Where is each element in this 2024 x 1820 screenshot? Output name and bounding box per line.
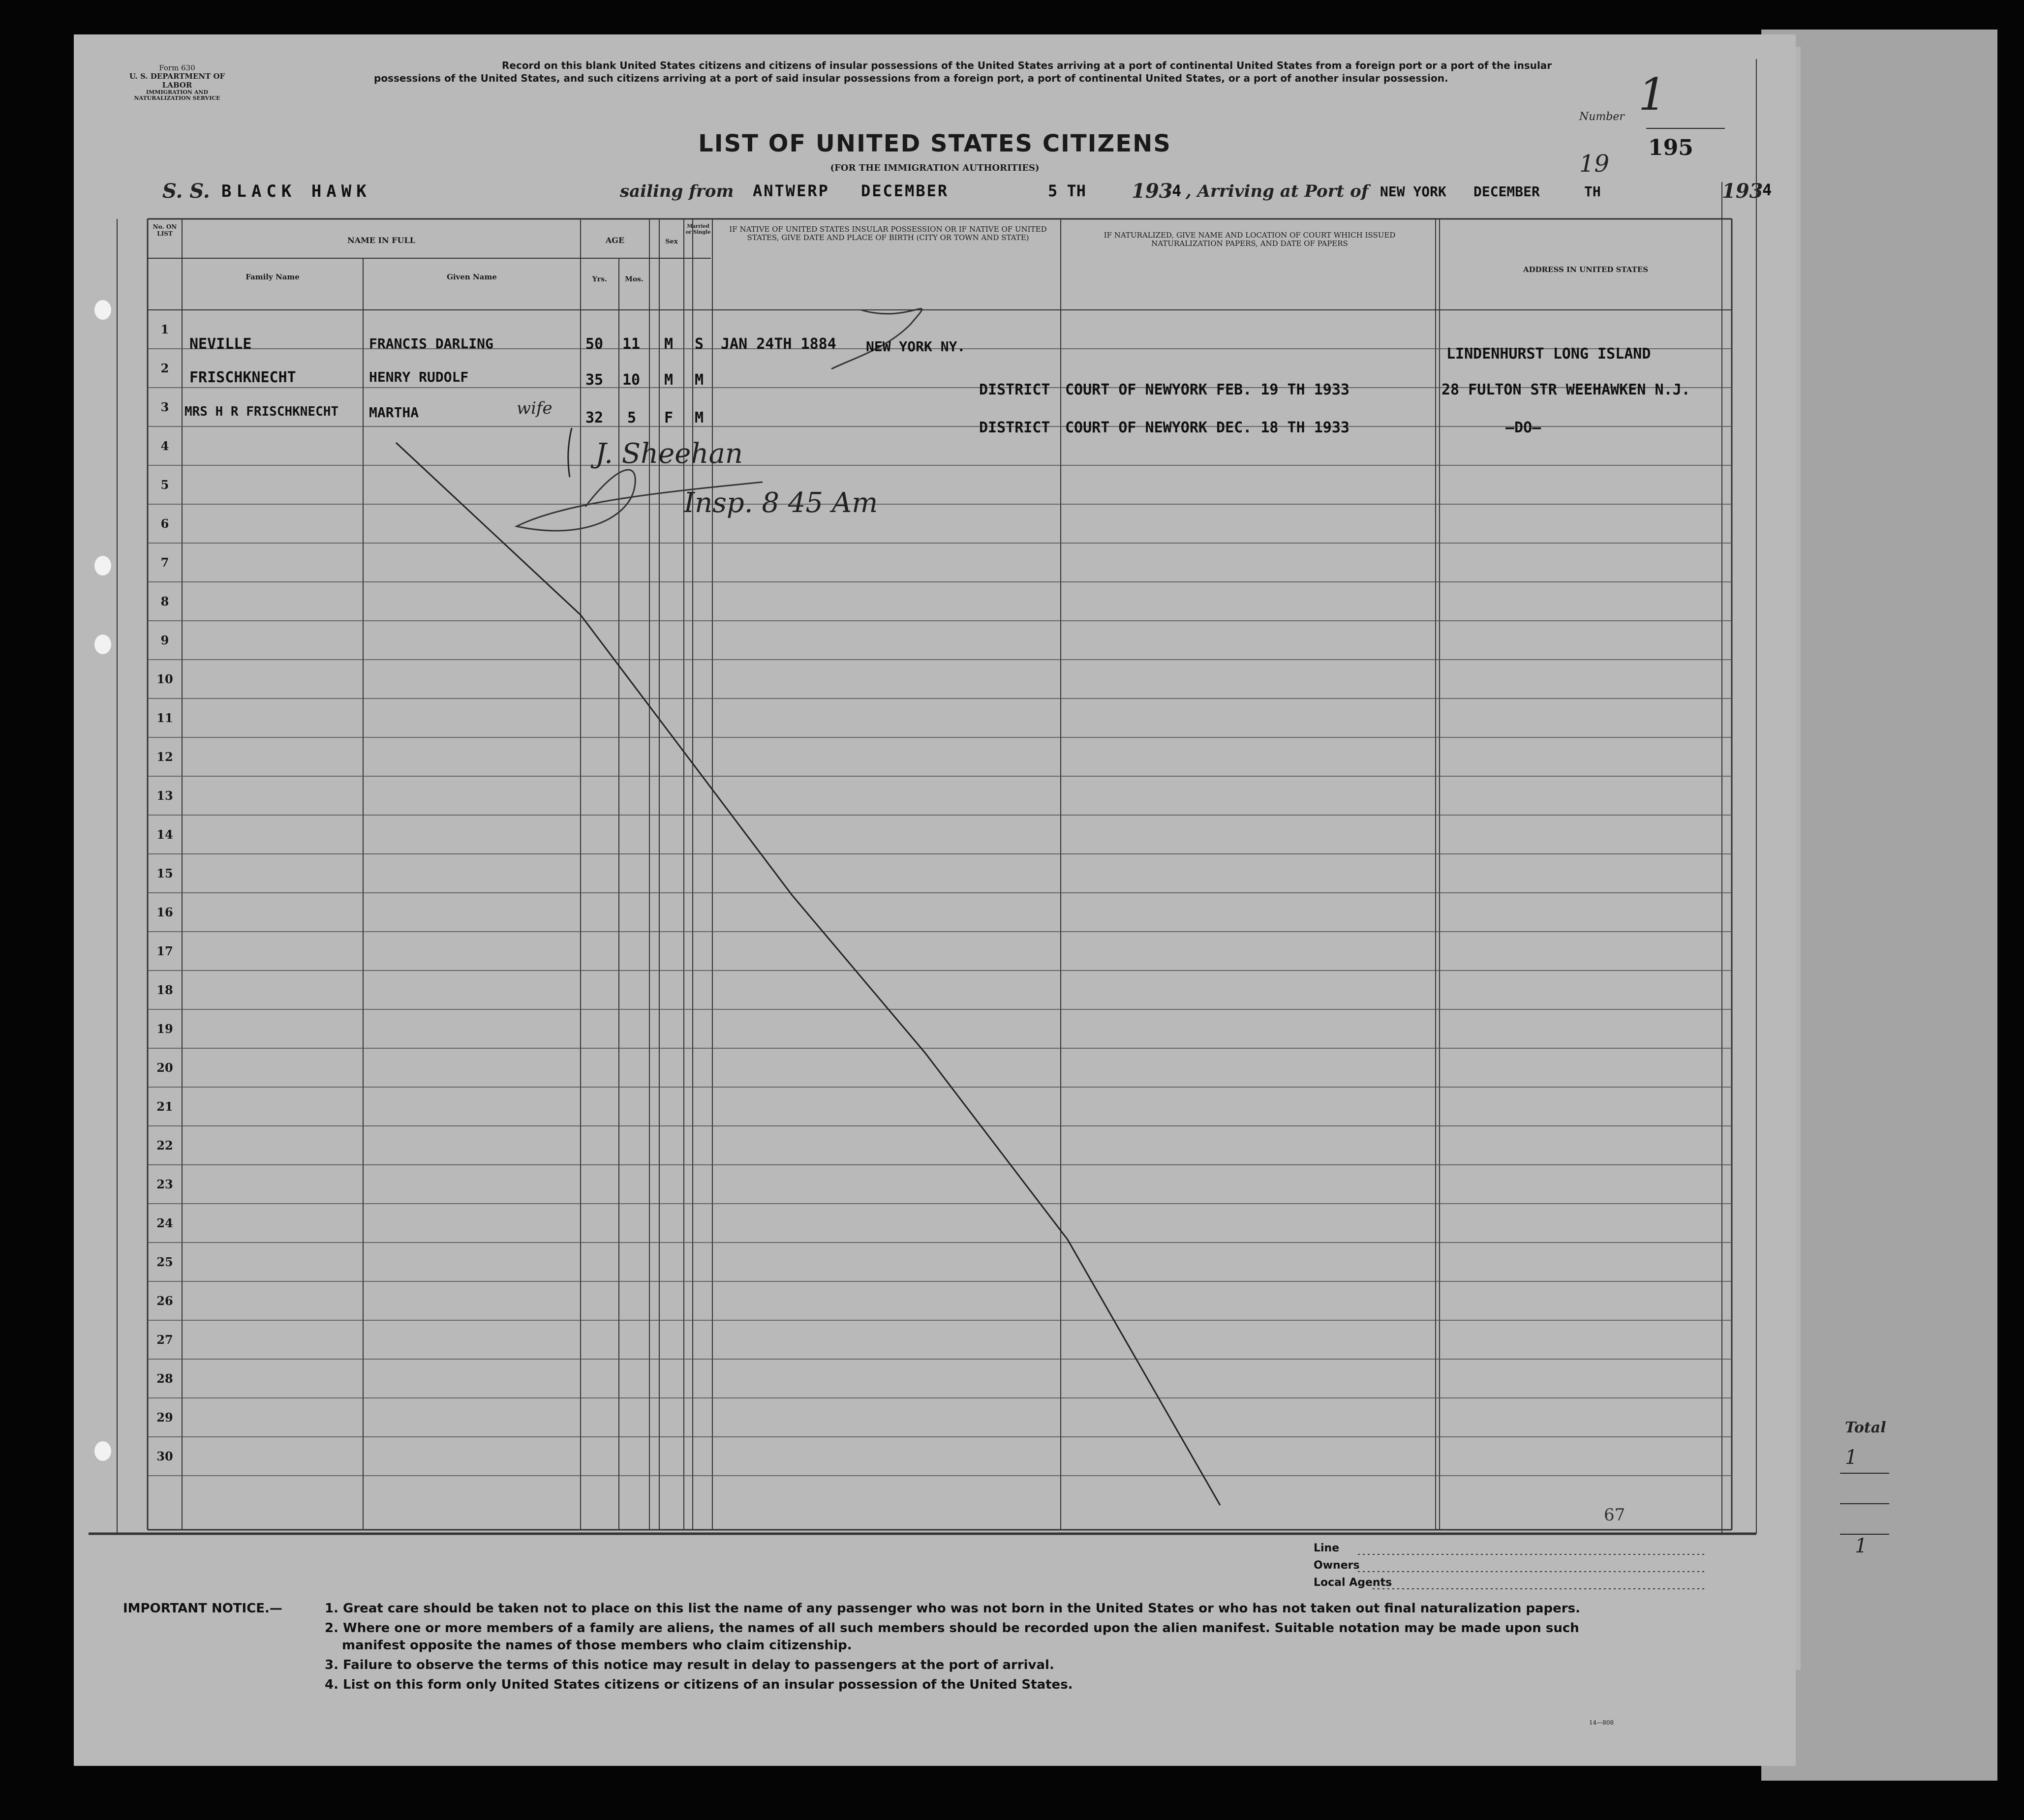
arrival-year: 4: [1762, 181, 1772, 199]
passenger-birth-date: JAN 24TH 1884: [721, 335, 836, 353]
passenger-age-years: 32: [585, 409, 604, 426]
notice-1: 1. Great care should be taken not to place on this list the name of any passenger who was not born in the United States or who has not taken out final naturalization papers.: [325, 1601, 1580, 1616]
wife-note: wife: [517, 398, 552, 418]
row-number: 1: [160, 322, 169, 336]
passenger-naturalization-court: COURT OF NEWYORK FEB. 19 TH 1933: [1065, 381, 1349, 398]
col-address: ADDRESS IN UNITED STATES: [1523, 265, 1649, 274]
col-name-in-full: NAME IN FULL: [347, 236, 415, 245]
col-family-name: Family Name: [245, 273, 300, 281]
passenger-birth-place: NEW YORK NY.: [866, 338, 966, 355]
row-number: 10: [156, 672, 173, 686]
arrival-port: NEW YORK: [1380, 183, 1446, 200]
sailing-label: sailing from: [620, 182, 734, 201]
col-age: AGE: [605, 236, 625, 245]
departure-year-prefix: 193: [1132, 180, 1173, 203]
arrival-day-suffix: TH: [1584, 183, 1601, 200]
row-number: 4: [160, 439, 169, 453]
row-number: 30: [156, 1449, 173, 1463]
departure-month: DECEMBER: [861, 182, 949, 200]
from-port: ANTWERP: [753, 182, 829, 200]
passenger-sex: M: [664, 335, 674, 353]
manifest-sheet: [74, 34, 1796, 1766]
col-married-single: Married or Single: [685, 224, 711, 235]
passenger-address: 28 FULTON STR WEEHAWKEN N.J.: [1441, 381, 1690, 398]
passenger-address: —DO—: [1505, 419, 1541, 436]
arrival-year-prefix: 193: [1722, 180, 1763, 203]
row-number: 15: [156, 866, 173, 880]
departure-day: 5 TH: [1048, 182, 1086, 200]
row-number: 11: [156, 711, 173, 725]
row-number: 28: [156, 1371, 173, 1386]
col-given-name: Given Name: [447, 273, 497, 281]
inspector-signature: J. Sheehan: [595, 438, 743, 470]
row-number: 2: [160, 361, 169, 375]
page-subtitle: (FOR THE IMMIGRATION AUTHORITIES): [830, 163, 1040, 173]
passenger-given-name: FRANCIS DARLING: [369, 335, 493, 352]
row-number: 20: [156, 1061, 173, 1075]
passenger-sex: F: [664, 409, 674, 426]
form-number: Form 630: [159, 63, 195, 72]
passenger-marital-status: M: [695, 371, 704, 389]
passenger-naturalization-district: DISTRICT: [979, 419, 1050, 436]
arrival-day-handwritten: 19: [1579, 150, 1610, 178]
notice-2-continued: manifest opposite the names of those members who claim citizenship.: [342, 1638, 852, 1653]
row-number: 16: [156, 905, 173, 919]
inspector-note: Insp. 8 45 Am: [684, 487, 878, 519]
col-yrs: Yrs.: [592, 275, 608, 283]
passenger-naturalization-district: DISTRICT: [979, 381, 1050, 398]
local-agents-label: Local Agents: [1314, 1577, 1392, 1589]
passenger-address: LINDENHURST LONG ISLAND: [1446, 345, 1651, 363]
passenger-family-name: MRS H R FRISCHKNECHT: [184, 404, 339, 419]
passenger-marital-status: S: [695, 335, 704, 353]
total-mark: 1: [1855, 1535, 1868, 1557]
row-number: 12: [156, 750, 173, 764]
passenger-age-months: 11: [622, 335, 641, 353]
row-number: 24: [156, 1216, 173, 1230]
passenger-sex: M: [664, 371, 674, 389]
instructions-text: Record on this blank United States citizens and citizens of insular possessions of the United States arriving at a port of continental United States from a foreign port or a port of the insular possessions of the United States, and such citizens arriving at a port of said insular possessions from a foreign port, a port of continental United States, or a port of another insular possession.: [374, 60, 1552, 84]
total-tally: [1840, 1446, 1889, 1557]
page-title: LIST OF UNITED STATES CITIZENS: [698, 130, 1171, 157]
col-birth: IF NATIVE OF UNITED STATES INSULAR POSSESSION OR IF NATIVE OF UNITED STATES, GIVE DATE AND PLACE OF BIRTH (CITY OR TOWN AND STATE): [729, 225, 1047, 243]
cancellation-line: [396, 443, 1220, 1505]
form-code: 14—808: [1589, 1719, 1614, 1726]
important-notice-label: IMPORTANT NOTICE.—: [123, 1601, 282, 1616]
row-number: 9: [160, 633, 169, 647]
manifest-grid: [74, 34, 1796, 1766]
arriving-label: , Arriving at Port of: [1186, 182, 1369, 201]
row-number: 18: [156, 983, 173, 997]
passenger-age-months: 5: [627, 409, 637, 426]
row-number: 19: [156, 1022, 173, 1036]
total-mark: 1: [1845, 1446, 1858, 1469]
ss-prefix: S. S.: [162, 180, 210, 203]
passenger-family-name: NEVILLE: [189, 335, 252, 353]
col-mos: Mos.: [625, 275, 644, 283]
arrival-month: DECEMBER: [1473, 183, 1540, 200]
owners-label: Owners: [1314, 1559, 1360, 1572]
passenger-given-name: MARTHA: [369, 404, 419, 421]
line-label: Line: [1314, 1542, 1340, 1554]
passenger-age-years: 35: [585, 371, 604, 389]
col-sex: Sex: [665, 238, 678, 245]
row-number: 27: [156, 1333, 173, 1347]
total-label: Total: [1845, 1419, 1886, 1436]
notice-2: 2. Where one or more members of a family are aliens, the names of all such members should be recorded upon the alien manifest. Suitable notation may be made upon such: [325, 1621, 1579, 1636]
passenger-age-years: 50: [585, 335, 604, 353]
row-number: 17: [156, 944, 173, 958]
row-number: 7: [160, 555, 169, 570]
row-number: 6: [160, 516, 169, 531]
notice-3: 3. Failure to observe the terms of this notice may result in delay to passengers at the port of arrival.: [325, 1658, 1054, 1672]
passenger-age-months: 10: [622, 371, 641, 389]
number-value: 1: [1638, 69, 1667, 121]
row-number: 13: [156, 789, 173, 803]
row-number: 21: [156, 1099, 173, 1114]
row-number: 14: [156, 827, 173, 842]
row-number: 25: [156, 1255, 173, 1269]
service: IMMIGRATION AND NATURALIZATION SERVICE: [134, 89, 220, 102]
departure-year: 4: [1172, 182, 1182, 200]
stamp-number: 67: [1604, 1505, 1625, 1525]
row-number: 8: [160, 594, 169, 608]
passenger-family-name: FRISCHKNECHT: [189, 369, 296, 386]
row-number: 5: [160, 478, 169, 492]
number-label: Number: [1579, 111, 1625, 123]
passenger-given-name: HENRY RUDOLF: [369, 369, 469, 385]
passenger-marital-status: M: [695, 409, 704, 426]
row-number: 29: [156, 1410, 173, 1425]
col-no-on-list: No. ON LIST: [153, 223, 177, 237]
department: U. S. DEPARTMENT OF LABOR: [129, 72, 225, 90]
row-number: 3: [160, 400, 169, 414]
row-number: 26: [156, 1294, 173, 1308]
row-number: 22: [156, 1138, 173, 1153]
notice-4: 4. List on this form only United States citizens or citizens of an insular possession of the United States.: [325, 1677, 1073, 1692]
ship-name: BLACK HAWK: [221, 182, 371, 201]
col-naturalized: IF NATURALIZED, GIVE NAME AND LOCATION OF COURT WHICH ISSUED NATURALIZATION PAPERS, AND DATE OF PAPERS: [1104, 231, 1396, 248]
passenger-naturalization-court: COURT OF NEWYORK DEC. 18 TH 1933: [1065, 419, 1349, 436]
row-number: 23: [156, 1177, 173, 1191]
page-number: 195: [1648, 135, 1693, 160]
